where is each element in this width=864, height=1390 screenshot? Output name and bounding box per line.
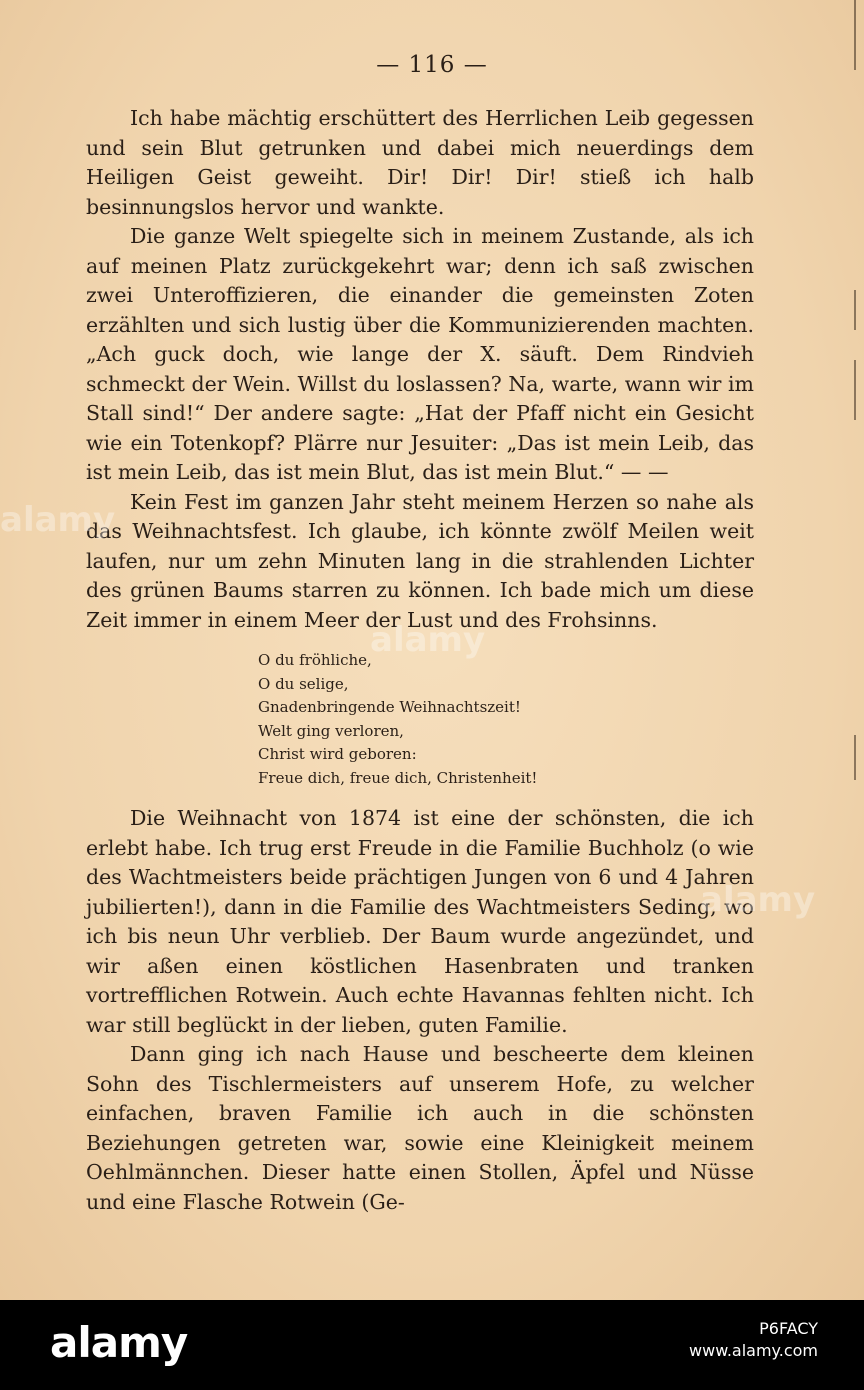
poem-line-1: O du fröhliche, — [258, 651, 372, 669]
poem-line-5: Christ wird geboren: — [258, 745, 417, 763]
alamy-logo: alamy — [50, 1318, 188, 1367]
watermark: alamy — [700, 880, 816, 920]
site-url: www.alamy.com — [689, 1341, 818, 1360]
image-id-block — [689, 1318, 818, 1362]
paragraph-3: Kein Fest im ganzen Jahr steht meinem Herzen so nahe als das Weihnachtsfest. Ich glaube, ich könnte zwölf Meilen weit laufen, nur um zehn Minuten lang in die strahlenden Lichter des grünen Baums starren zu können. Ich bade mich um diese Zeit immer in einem Meer der Lust und des Frohsinns. — [86, 489, 754, 632]
watermark: alamy — [370, 620, 486, 660]
image-id: P6FACY — [759, 1319, 818, 1338]
paragraph-5: Dann ging ich nach Hause und bescheerte dem kleinen Sohn des Tischlermeisters auf unserem Hofe, zu welcher einfachen, braven Familie ich auch in die schönsten Beziehungen getreten war, sowie eine Kleinigkeit meinem Oehlmännchen. Dieser hatte einen Stollen, Äpfel und Nüsse und eine Flasche Rotwein (Ge- — [86, 1042, 754, 1214]
poem-line-3: Gnadenbringende Weihnachtszeit! — [258, 698, 521, 716]
margin-scratch — [854, 735, 856, 780]
watermark: alamy — [0, 500, 116, 540]
poem-line-4: Welt ging verloren, — [258, 721, 404, 740]
margin-scratch — [854, 0, 856, 70]
stock-footer — [0, 1300, 864, 1390]
poem-line-6: Freue dich, freue dich, Christenheit! — [258, 768, 538, 787]
margin-scratch — [854, 290, 856, 330]
poem-stanza — [258, 649, 754, 790]
poem-line-2: O du selige, — [258, 674, 349, 693]
body-text — [86, 104, 754, 1217]
paragraph-2: Die ganze Welt spiegelte sich in meinem Zustande, als ich auf meinen Platz zurückgekehrt war; denn ich saß zwischen zwei Unteroffizieren, die einander die gemeinsten Zoten erzählten und sich lustig über die Kommunizierenden machten. „Ach guck doch, wie lange der X. säuft. Dem Rindvieh schmeckt der Wein. Willst du loslassen? Na, warte, wann wir im Stall sind!“ Der andere sagte: „Hat der Pfaff nicht ein Gesicht wie ein Totenkopf? Plärre nur Jesuiter: „Das ist mein Leib, das ist mein Leib, das ist mein Blut, das ist mein Blut.“ — — — [86, 224, 754, 484]
margin-scratch — [854, 360, 856, 420]
paragraph-1: Ich habe mächtig erschüttert des Herrlichen Leib gegessen und sein Blut getrunken und dabei mich neuerdings dem Heiligen Geist geweiht. Dir! Dir! Dir! stieß ich halb besinnungslos hervor und wankte. — [86, 106, 754, 219]
page-number: — 116 — — [376, 52, 488, 78]
paragraph-4: Die Weihnacht von 1874 ist eine der schönsten, die ich erlebt habe. Ich trug erst Freude in die Familie Buchholz (o wie des Wachtmeisters beide prächtigen Jungen von 6 und 4 Jahren jubilierten!), dann in die Familie des Wachtmeisters Seding, wo ich bis neun Uhr verblieb. Der Baum wurde angezündet, und wir aßen einen köstlichen Hasenbraten und tranken vortrefflichen Rotwein. Auch echte Havannas fehlten nicht. Ich war still beglückt in der lieben, guten Familie. — [86, 806, 754, 1037]
